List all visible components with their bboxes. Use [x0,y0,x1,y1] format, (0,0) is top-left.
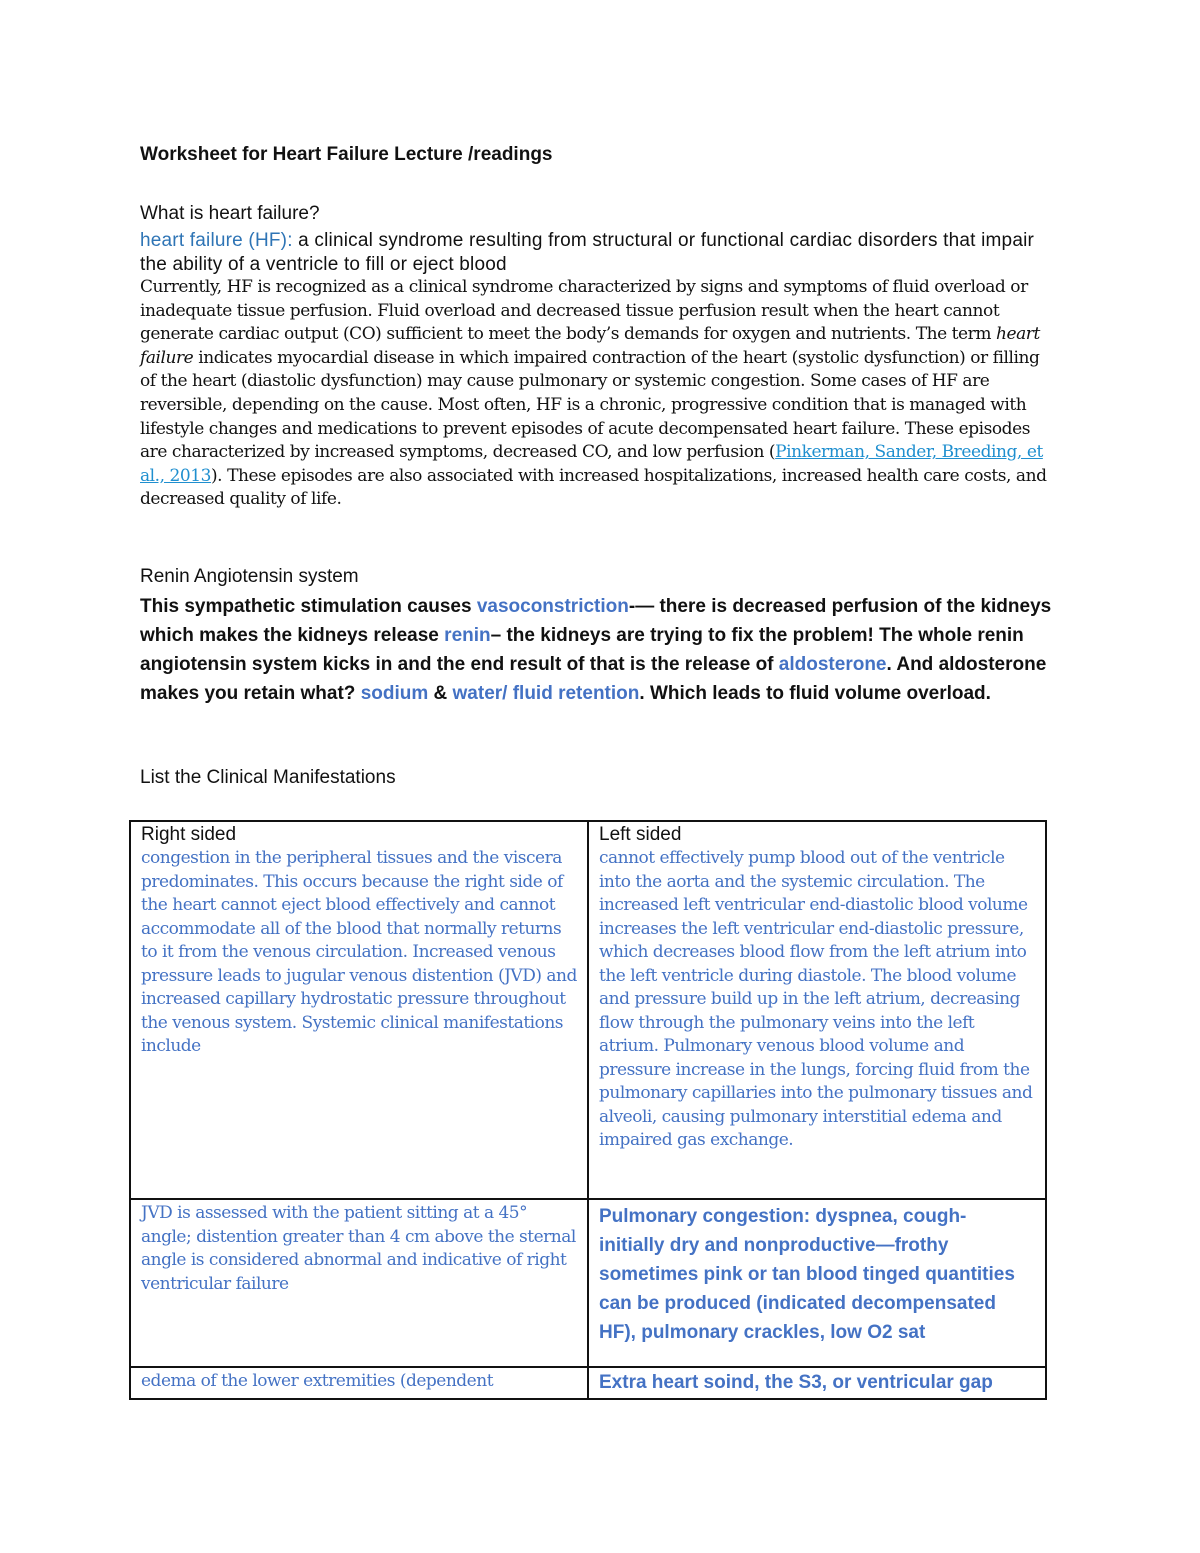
table-cell-right-3 [130,1367,588,1399]
ras-term-vasoconstriction: vasoconstriction [476,596,629,617]
right-sided-edema: edema of the lower extremities (dependent [141,1371,494,1391]
left-sided-pulmonary-congestion: Pulmonary congestion: dyspnea, cough- initially dry and nonproductive—frothy sometimes pink or tan blood tinged quantities can be produced (indicated decompensated HF), pulmonary crackles, low O2 sat [599,1206,1015,1343]
hf-description-paragraph [140,276,1055,512]
table-cell-right-2 [130,1199,588,1367]
right-sided-jvd: JVD is assessed with the patient sitting at a 45° angle; distention greater than 4 cm above the sternal angle is considered abnormal and indicative of right ventricular failure [141,1203,576,1294]
manifestations-table [129,820,1047,1400]
table-row [130,821,1046,1199]
ras-term-aldosterone: aldosterone [778,654,887,675]
table-cell-left-3 [588,1367,1046,1399]
ras-text-4: . And aldosterone makes you retain what? [140,654,1047,704]
ras-text-6: . Which leads to fluid volume overload. [639,683,991,704]
citation-link[interactable]: Pinkerman, Sander, Breeding, et al., 2013 [140,442,1043,486]
table-cell-left-1 [588,821,1046,1199]
right-sided-description: congestion in the peripheral tissues and the viscera predominates. This occurs because the right side of the heart cannot eject blood effectively and cannot accommodate all of the blood that normally returns to it from the venous circulation. Increased venous pressure leads to jugular venous distention (JVD) and increased capillary hydrostatic pressure throughout the venous system. Systemic clinical manifestations include [141,848,577,1056]
ras-text-5: & [428,683,453,704]
left-sided-header: Left sided [599,824,682,845]
description-part-3: ). These episodes are also associated with increased hospitalizations, increased health care costs, and decreased quality of life. [140,465,1047,510]
ras-term-water: water/ fluid retention [452,683,640,704]
table-cell-left-2 [588,1199,1046,1367]
definition-term: heart failure (HF): [140,230,293,251]
table-cell-right-1 [130,821,588,1199]
description-italic-term: heart failure [140,324,1040,368]
page-title: Worksheet for Heart Failure Lecture /readings [140,144,553,165]
description-part-1: Currently, HF is recognized as a clinical syndrome characterized by signs and symptoms of fluid overload or inadequate tissue perfusion. Fluid overload and decreased tissue perfusion result when the heart cannot generate cardiac output (CO) sufficient to meet the body’s demands for oxygen and nutrients. The term [140,277,1028,345]
ras-text-3: – the kidneys are trying to fix the problem! The whole renin angiotensin system kicks in and the end result of that is the release of [140,625,1024,675]
manifestations-heading: List the Clinical Manifestations [140,767,396,788]
ras-paragraph [140,592,1060,708]
ras-term-sodium: sodium [360,683,429,704]
table-row [130,1199,1046,1367]
left-sided-heart-sound: Extra heart soind, the S3, or ventricular gap [599,1372,993,1393]
ras-text-2: -— there is decreased perfusion of the kidneys which makes the kidneys release [140,596,1052,646]
hf-definition [140,229,1060,277]
question-heading: What is heart failure? [140,203,320,224]
definition-text: a clinical syndrome resulting from structural or functional cardiac disorders that impair the ability of a ventricle to fill or eject blood [140,230,1035,275]
description-part-2: indicates myocardial disease in which impaired contraction of the heart (systolic dysfunction) or filling of the heart (diastolic dysfunction) may cause pulmonary or systemic congestion. Some cases of HF are reversible, depending on the cause. Most often, HF is a chronic, progressive condition that is managed with lifestyle changes and medications to prevent episodes of acute decompensated heart failure. These episodes are characterized by increased symptoms, decreased CO, and low perfusion ( [140,347,1040,463]
ras-heading: Renin Angiotensin system [140,566,359,587]
ras-term-renin: renin [444,625,491,646]
right-sided-header: Right sided [141,824,237,845]
ras-text-1: This sympathetic stimulation causes [140,596,477,617]
table-row [130,1367,1046,1399]
left-sided-description: cannot effectively pump blood out of the ventricle into the aorta and the systemic circulation. The increased left ventricular end-diastolic blood volume increases the left ventricular end-diastolic pressure, which decreases blood flow from the left atrium into the left ventricle during diastole. The blood volume and pressure build up in the left atrium, decreasing flow through the pulmonary veins into the left atrium. Pulmonary venous blood volume and pressure increase in the lungs, forcing fluid from the pulmonary capillaries into the pulmonary tissues and alveoli, causing pulmonary interstitial edema and impaired gas exchange. [599,848,1033,1150]
